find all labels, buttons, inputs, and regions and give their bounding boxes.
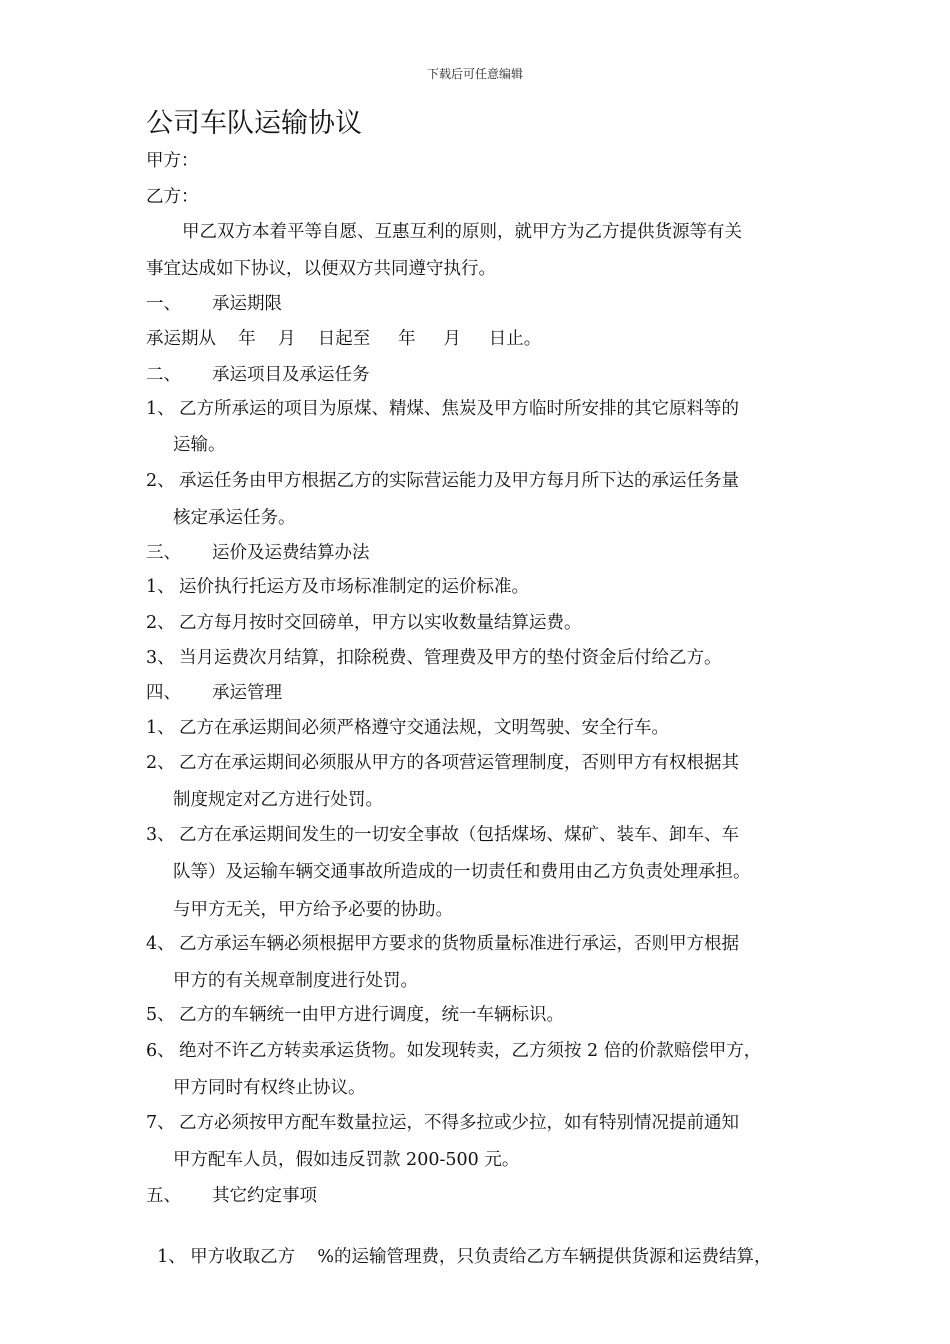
clause-text: 乙方在承运期间必须严格遵守交通法规，文明驾驶、安全行车。 xyxy=(179,718,669,738)
clause-number: 3、 xyxy=(146,648,175,668)
section-number: 四、 xyxy=(146,683,181,703)
section-number: 三、 xyxy=(146,543,181,563)
clause-number: 2、 xyxy=(146,471,175,491)
clause-number: 1、 xyxy=(146,399,175,419)
clause-number: 1、 xyxy=(157,1247,186,1267)
clause-line xyxy=(146,1110,739,1136)
section-title: 其它约定事项 xyxy=(212,1186,317,1206)
clause-line xyxy=(146,468,739,494)
document-title: 公司车队运输协议 xyxy=(146,108,362,139)
section-title: 承运管理 xyxy=(212,683,282,703)
clause-number: 2、 xyxy=(146,753,175,773)
clause-continuation: 甲方同时有权终止协议。 xyxy=(173,1078,366,1098)
clause-continuation: 甲方的有关规章制度进行处罚。 xyxy=(173,971,418,991)
clause-line xyxy=(146,1002,564,1028)
clause-number: 1、 xyxy=(146,718,175,738)
clause-line xyxy=(146,1038,761,1064)
clause-number: 6、 xyxy=(146,1041,175,1061)
section-heading xyxy=(146,291,282,317)
clause-continuation: 甲方配车人员，假如违反罚款 200-500 元。 xyxy=(173,1150,520,1170)
intro-line-1: 甲乙双方本着平等自愿、互惠互利的原则，就甲方为乙方提供货源等有关 xyxy=(182,222,742,242)
clause-line xyxy=(146,1218,772,1270)
section-heading xyxy=(146,680,282,706)
section-heading xyxy=(146,1183,317,1209)
clause-line xyxy=(146,610,582,636)
clause-text: 承运任务由甲方根据乙方的实际营运能力及甲方每月所下达的承运任务量 xyxy=(179,471,739,491)
clause-text: 乙方在承运期间必须服从甲方的各项营运管理制度，否则甲方有权根据其 xyxy=(179,753,739,773)
clause-line xyxy=(146,715,669,741)
section-number: 五、 xyxy=(146,1186,181,1206)
header-note: 下载后可任意编辑 xyxy=(426,67,523,81)
party-b-line: 乙方： xyxy=(146,187,199,207)
section-number: 二、 xyxy=(146,365,181,385)
section-body: 承运期从 年 月 日起至 年 月 日止。 xyxy=(146,329,542,349)
clause-text: 乙方在承运期间发生的一切安全事故（包括煤场、煤矿、装车、卸车、车 xyxy=(179,825,739,845)
clause-line xyxy=(146,645,722,671)
clause-number: 5、 xyxy=(146,1005,175,1025)
section-number: 一、 xyxy=(146,294,181,314)
clause-text: 乙方承运车辆必须根据甲方要求的货物质量标准进行承运，否则甲方根据 xyxy=(179,934,739,954)
clause-text: 绝对不许乙方转卖承运货物。如发现转卖，乙方须按 2 倍的价款赔偿甲方， xyxy=(179,1041,762,1061)
clause-text: 运价执行托运方及市场标准制定的运价标准。 xyxy=(179,577,529,597)
clause-text: 乙方的车辆统一由甲方进行调度，统一车辆标识。 xyxy=(179,1005,564,1025)
clause-text: 乙方每月按时交回磅单，甲方以实收数量结算运费。 xyxy=(179,613,582,633)
clause-text: 甲方收取乙方 %的运输管理费，只负责给乙方车辆提供货源和运费结算， xyxy=(190,1247,772,1267)
clause-line xyxy=(146,574,529,600)
section-title: 承运期限 xyxy=(212,294,282,314)
clause-line xyxy=(146,931,739,957)
clause-continuation: 核定承运任务。 xyxy=(173,508,296,528)
section-heading xyxy=(146,540,370,566)
clause-number: 2、 xyxy=(146,613,175,633)
clause-number: 7、 xyxy=(146,1113,175,1133)
section-title: 运价及运费结算办法 xyxy=(212,543,370,563)
clause-continuation: 队等）及运输车辆交通事故所造成的一切责任和费用由乙方负责处理承担。 xyxy=(173,862,751,882)
clause-text: 当月运费次月结算，扣除税费、管理费及甲方的垫付资金后付给乙方。 xyxy=(179,648,722,668)
clause-text: 乙方所承运的项目为原煤、精煤、焦炭及甲方临时所安排的其它原料等的 xyxy=(179,399,739,419)
clause-line xyxy=(146,750,739,776)
clause-continuation: 制度规定对乙方进行处罚。 xyxy=(173,790,383,810)
section-heading xyxy=(146,362,370,388)
clause-continuation: 与甲方无关，甲方给予必要的协助。 xyxy=(173,900,453,920)
clause-text: 乙方必须按甲方配车数量拉运，不得多拉或少拉，如有特别情况提前通知 xyxy=(179,1113,739,1133)
party-a-line: 甲方： xyxy=(146,151,199,171)
clause-continuation: 运输。 xyxy=(173,435,226,455)
section-title: 承运项目及承运任务 xyxy=(212,365,370,385)
clause-number: 4、 xyxy=(146,934,175,954)
clause-number: 3、 xyxy=(146,825,175,845)
intro-line-2: 事宜达成如下协议，以便双方共同遵守执行。 xyxy=(146,259,496,279)
clause-line xyxy=(146,396,739,422)
clause-number: 1、 xyxy=(146,577,175,597)
clause-line xyxy=(146,822,739,848)
